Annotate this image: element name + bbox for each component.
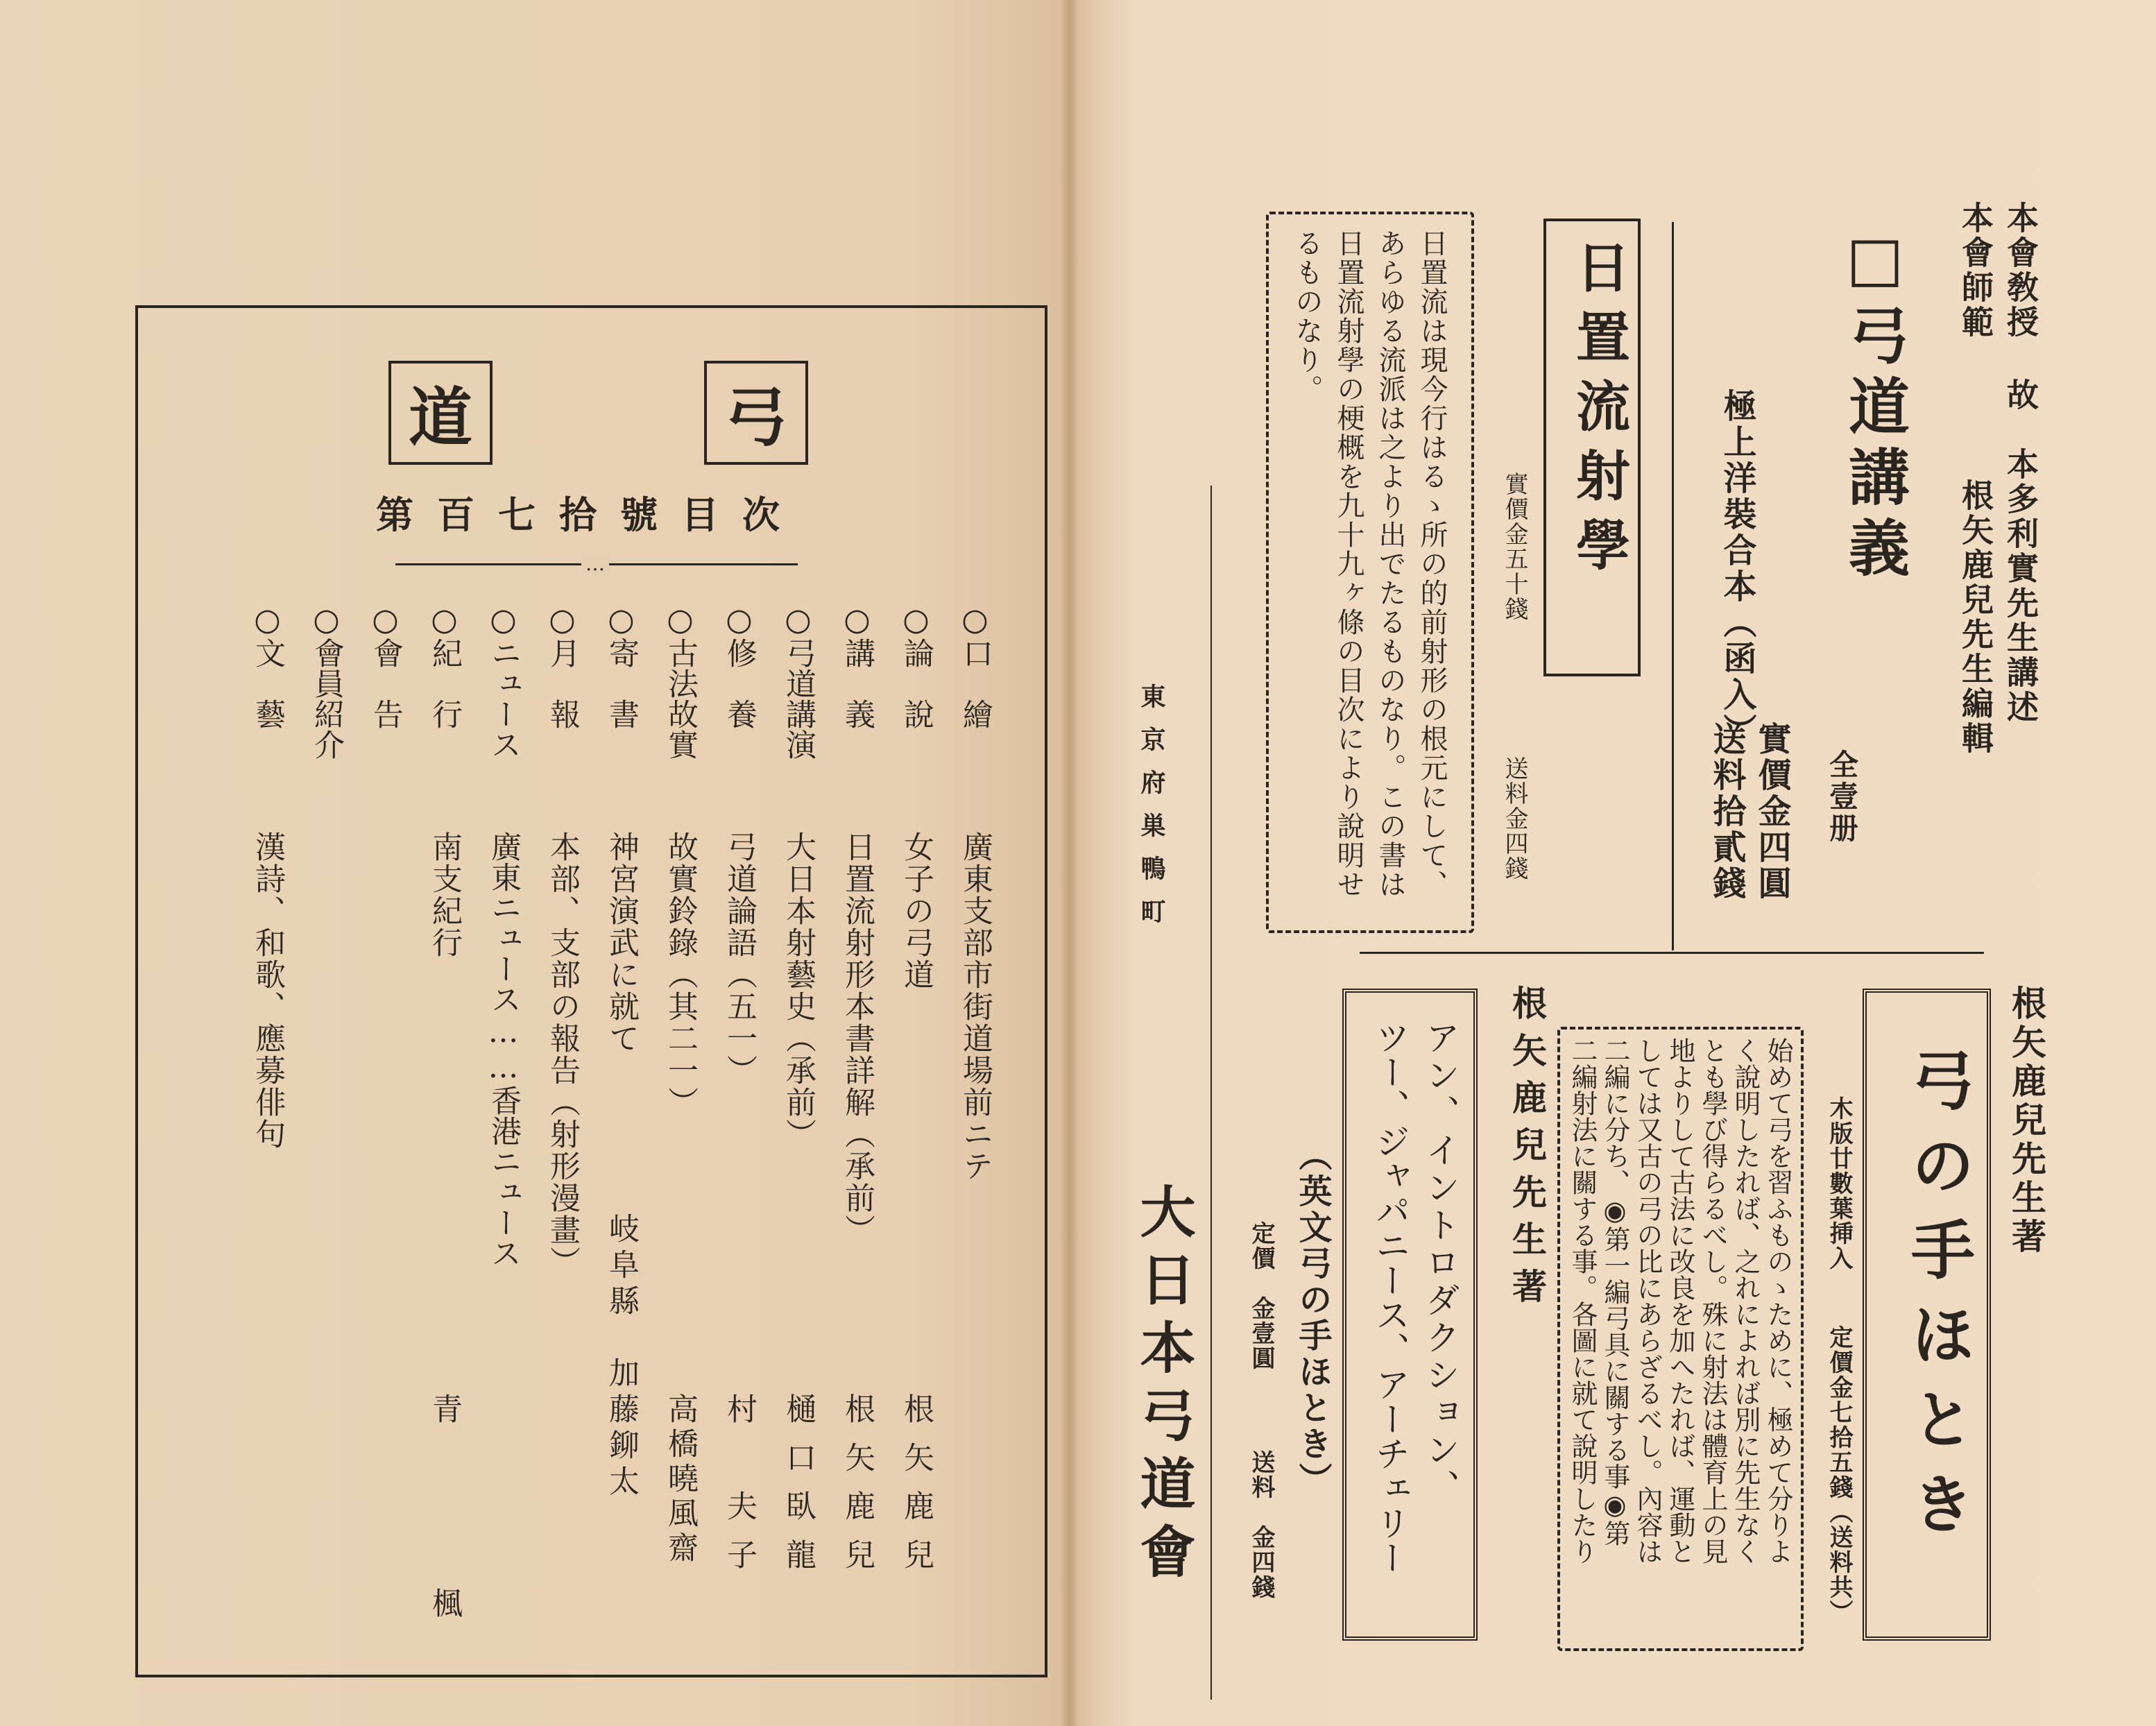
- toc-entry: [947, 602, 1002, 1643]
- toc-author: 根矢鹿兒: [839, 1393, 875, 1587]
- ad-tehodoki-note: 木版廿數葉挿入: [1825, 1096, 1853, 1271]
- toc-item: 南支紀行: [427, 831, 462, 959]
- toc-item: 廣東ニュース……香港ニュース: [486, 831, 521, 1268]
- toc-author: 高橋曉風齋: [662, 1393, 698, 1566]
- ad-english-price: 定價 金壹圓: [1247, 1221, 1275, 1371]
- title-char-yumi: 弓: [704, 361, 808, 465]
- publisher-address: 東京府巣鴨町: [1137, 683, 1166, 941]
- ad-kogi-role2: 本會師範: [1957, 201, 1994, 340]
- ad-heki-desc-line: 日置流は現今行はるゝ所の的前射形の根元にして、: [1416, 229, 1448, 899]
- toc-item: 神宮演武に就て: [604, 831, 639, 1054]
- toc-category: ○修 養: [721, 602, 757, 729]
- ad-row-divider: [1360, 952, 1984, 954]
- toc-item: 廣東支部市街道場前ニテ: [957, 831, 993, 1182]
- toc-item: 日置流射形本書詳解（承前）: [839, 831, 875, 1246]
- toc-item: 故實鈴錄（其二一）: [662, 831, 698, 1118]
- issue-heading: 第百七拾號目次: [376, 493, 803, 537]
- ad-kogi-price: 實價金四圓: [1752, 721, 1791, 902]
- toc-author: 樋口臥龍: [780, 1393, 816, 1587]
- toc-entry: [770, 602, 825, 1643]
- ad-tehodoki-desc-line: 二編射法に關する事。各圖に就て說明したり: [1567, 1037, 1598, 1564]
- toc-category: ○會員紹介: [309, 602, 344, 760]
- ad-tehodoki-author: 根矢鹿兒先生著: [2006, 985, 2047, 1257]
- ad-english-shipping: 送料 金四錢: [1247, 1450, 1275, 1600]
- ad-kogi-author2: 根矢鹿兒先生編輯: [1957, 479, 1994, 756]
- toc-entry: [652, 602, 708, 1643]
- toc-category: ○紀 行: [427, 602, 462, 729]
- ad-heki-price: 實價金五十錢: [1500, 472, 1528, 622]
- ad-english-title-line: アン、イントロダクション、: [1420, 1020, 1460, 1507]
- toc-entry: [357, 602, 413, 1643]
- toc-author: 村 夫子: [721, 1393, 757, 1587]
- toc-item: 弓道論語（五一）: [721, 831, 757, 1086]
- toc-item: 大日本射藝史（承前）: [780, 831, 816, 1150]
- toc-category: ○ニュース: [486, 602, 521, 760]
- ad-tehodoki-desc-line: しては又古の弓の比にあらざるべし。內容は: [1632, 1037, 1663, 1564]
- ad-heki-title: 日置流射學: [1567, 239, 1630, 586]
- toc-author: 青 楓: [427, 1393, 462, 1636]
- toc-category: ○文 藝: [250, 602, 285, 729]
- ad-kogi-author1: 故 本多利實先生講述: [2002, 378, 2039, 725]
- toc-item: 漢詩、和歌、應募俳句: [250, 831, 285, 1150]
- ad-english-title-line: ツー、ジャパニース、アーチェリー: [1370, 1020, 1410, 1575]
- toc-category: ○寄 書: [604, 602, 639, 729]
- ad-tehodoki-title: 弓の手ほとき: [1901, 1048, 1976, 1555]
- ad-heki-desc-line: 日置流射學の梗概を九十九ヶ條の目次により說明せ: [1333, 229, 1364, 899]
- book-gutter: [1060, 0, 1079, 1726]
- toc-category: ○講 義: [839, 602, 875, 729]
- ad-tehodoki-desc-line: 地よりして古法に改良を加へたれば、運動と: [1665, 1037, 1695, 1564]
- ad-tehodoki-price: 定價金七拾五錢（送料共）: [1825, 1325, 1853, 1625]
- publisher-divider: [1210, 486, 1212, 1700]
- ad-kogi-volume: 全壹册: [1825, 749, 1859, 845]
- ad-heki-desc-line: あらゆる流派は之より出でたるものなり。この書は: [1374, 229, 1406, 899]
- toc-item: 女子の弓道: [898, 831, 934, 991]
- toc-author: 根矢鹿兒: [898, 1393, 934, 1587]
- toc-category: ○會 告: [368, 602, 403, 729]
- ad-heki-desc-line: るものなり。: [1291, 229, 1323, 404]
- toc-category: ○論 說: [898, 602, 934, 729]
- ad-heki-shipping: 送料金四錢: [1500, 756, 1528, 881]
- ad-tehodoki-desc-line: とも學び得らるべし。殊に射法は體育上の見: [1697, 1037, 1728, 1564]
- toc-author: 岐阜縣 加藤鉚太: [604, 1213, 639, 1501]
- ad-kogi-shipping: 送料拾貳錢: [1707, 721, 1746, 902]
- toc-entry: [239, 602, 295, 1643]
- ad-kogi-binding: 極上洋裝合本（函入）: [1718, 388, 1756, 749]
- toc-entry: [711, 602, 767, 1643]
- toc-entry: [416, 602, 472, 1643]
- toc-entry: [534, 602, 590, 1643]
- ad-english-subtitle: （英文弓の手ほとき）: [1293, 1138, 1332, 1498]
- ad-tehodoki-desc-line: 二編に分ち、◉第一編弓具に關する事◉第: [1600, 1037, 1630, 1546]
- toc-category: ○古法故實: [662, 602, 698, 760]
- toc-entry: [888, 602, 943, 1643]
- toc-category: ○弓道講演: [780, 602, 816, 760]
- toc-item: 本部、支部の報告（射形漫畫）: [545, 831, 580, 1278]
- toc-category: ○月 報: [545, 602, 580, 729]
- toc-entry: [829, 602, 884, 1643]
- publisher-name: 大日本弓道會: [1131, 1183, 1196, 1591]
- toc-entry: [593, 602, 649, 1643]
- ad-divider: [1672, 222, 1674, 950]
- ad-kogi-title: □弓道講義: [1839, 222, 1911, 587]
- toc-entry: [298, 602, 354, 1643]
- ad-english-author: 根矢鹿兒先生著: [1507, 985, 1548, 1315]
- heading-rule-dots: …: [581, 552, 609, 575]
- title-char-michi: 道: [388, 361, 493, 465]
- toc-category: ○口 繪: [957, 602, 993, 729]
- ad-tehodoki-desc-line: 始めて弓を習ふものゝために、極めて分りよ: [1763, 1037, 1793, 1564]
- ad-tehodoki-desc-line: く說明したれば、之れによれば別に先生なく: [1730, 1037, 1761, 1564]
- toc-entry: [475, 602, 531, 1643]
- ad-kogi-role1: 本會敎授: [2002, 201, 2039, 340]
